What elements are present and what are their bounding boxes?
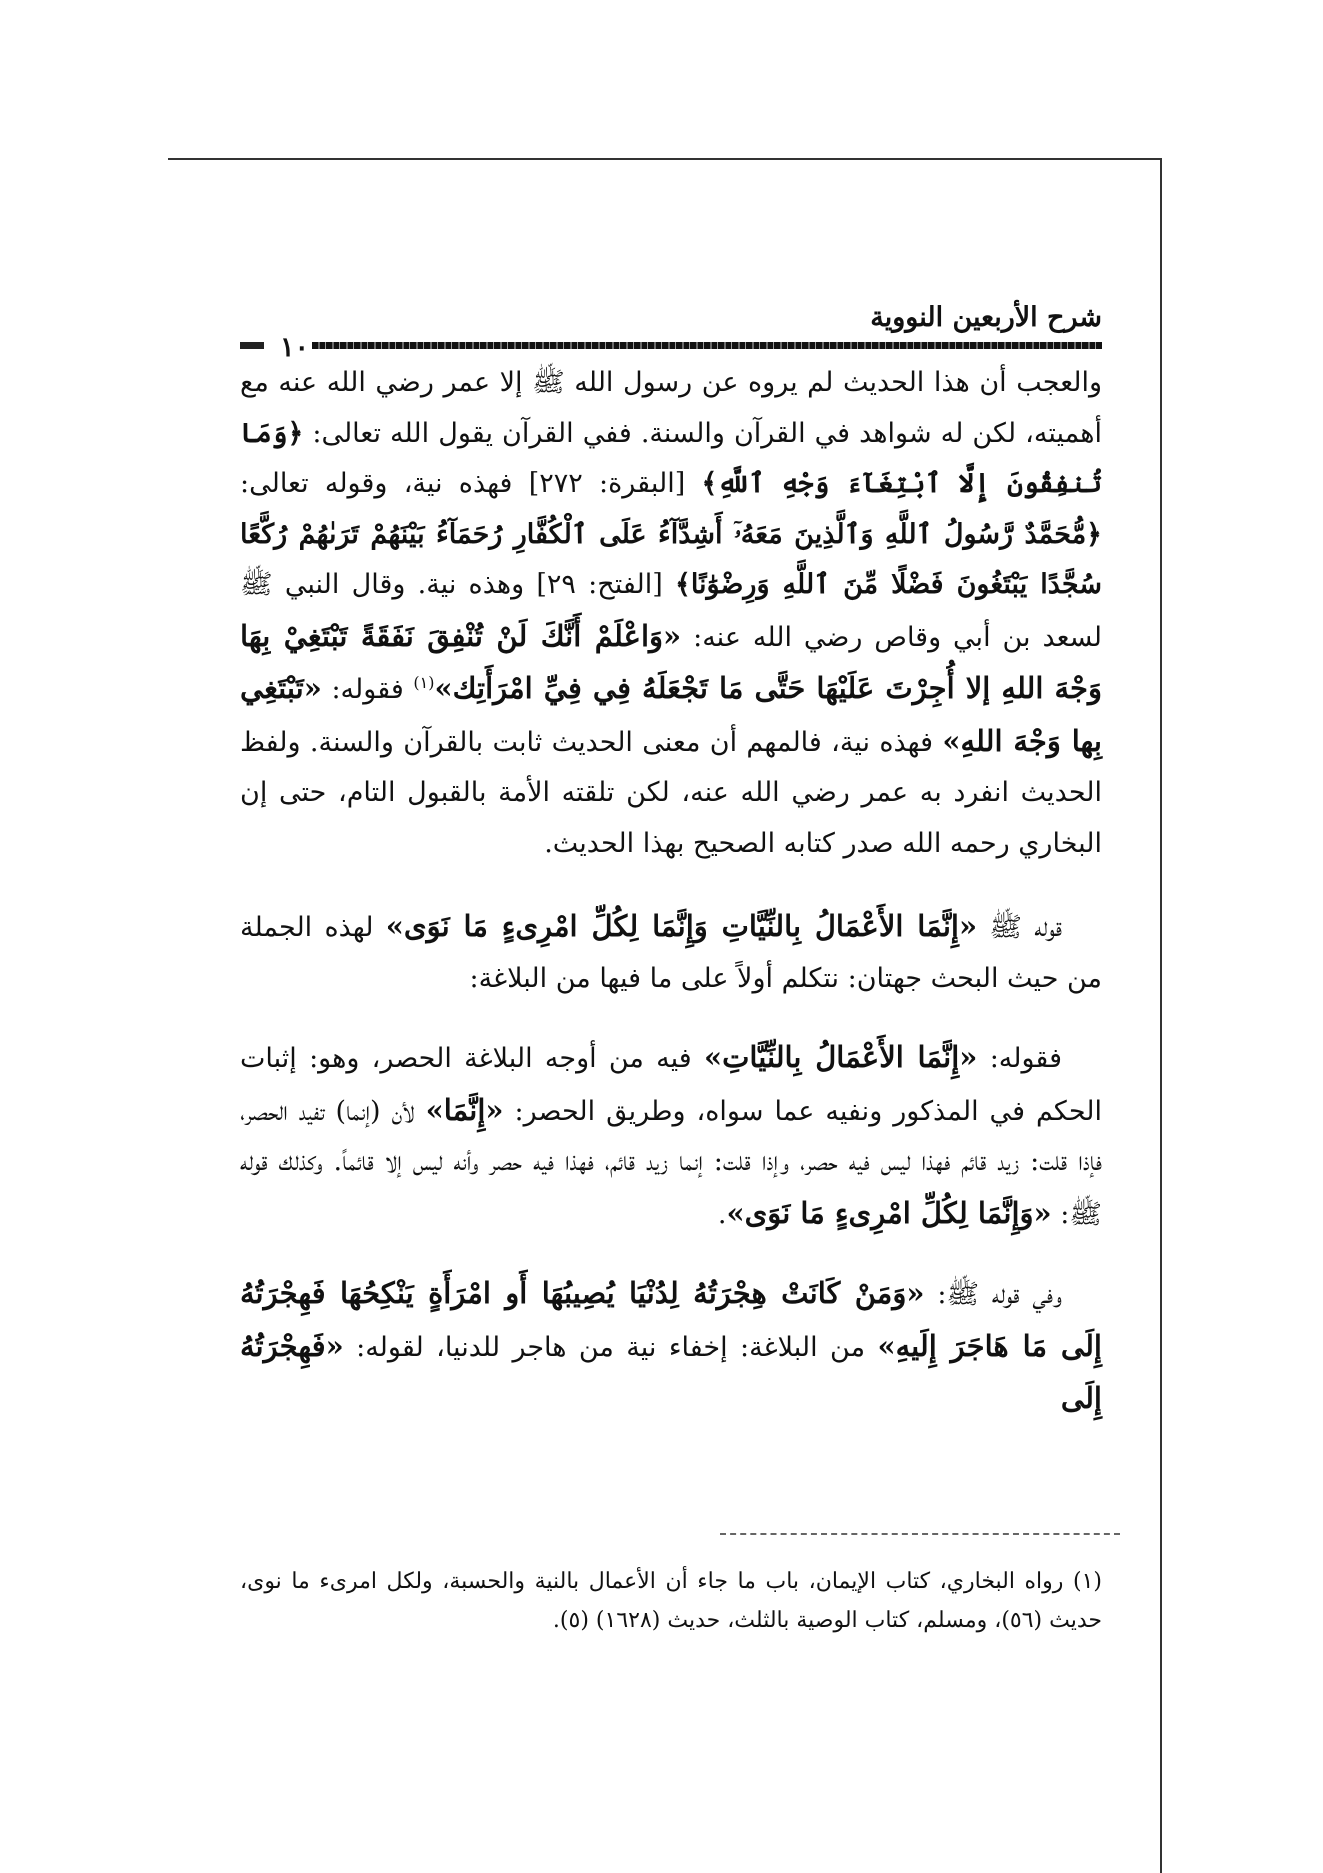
hadith-quote: «وَإِنَّمَا لِكُلِّ امْرِىءٍ مَا نَوَى» — [726, 1195, 1052, 1230]
hadith-quote: «وَمَنْ كَانَتْ هِجْرَتُهُ لِدُنْيَا يُصِيبُهَا أَو امْرَأَةٍ يَنْكِحُهَا فَهِجْرَتُهُ إِلَى مَا هَاجَرَ إِلَيهِ» — [240, 1276, 1102, 1363]
quran-verse: ﴿مُّحَمَّدٌ رَّسُولُ ٱللَّهِ وَٱلَّذِينَ مَعَهُۥٓ أَشِدَّآءُ عَلَى ٱلْكُفَّارِ رُحَمَآءُ بَيْنَهُمْ تَرَىٰهُمْ رُكَّعًا سُجَّدًا يَبْتَغُونَ فَضْلًا مِّنَ ٱللَّهِ وَرِضْوَٰنًا﴾ — [240, 518, 1102, 600]
text-span: من البلاغة: إخفاء نية من هاجر للدنيا، لقوله: — [356, 1331, 866, 1363]
hadith-quote: «فَهِجْرَتُهُ إِلَى — [240, 1328, 1102, 1415]
text-span: لأن (إنما) تفيد الحصر، فإذا قلت: زيد قائم فهذا ليس فيه حصر، وإذا قلت: إنما زيد قائم، فهذا فيه حصر وأنه ليس إلا قائماً. وكذلك قوله ﷺ: — [240, 1095, 1102, 1230]
footnotes — [240, 1562, 1102, 1640]
text-span: [الفتح: ٢٩] وهذه نية. وقال النبي ﷺ لسعد بن أبي وقاص رضي الله عنه: — [240, 569, 1102, 653]
text-span: فقوله: — [989, 1043, 1062, 1074]
running-header — [240, 300, 1102, 363]
text-span: فهذه نية، فالمهم أن معنى الحديث ثابت بالقرآن والسنة. ولفظ الحديث انفرد به عمر رضي الله عنه، لكن تلقته الأمة بالقبول التام، حتى إن البخاري رحمه الله صدر كتابه الصحيح بهذا الحديث. — [240, 726, 1102, 859]
page-frame-right-rule — [1160, 158, 1162, 1873]
text-span: قوله ﷺ — [989, 912, 1062, 943]
main-text — [240, 358, 1102, 1454]
paragraph-1 — [240, 358, 1102, 869]
footnote-1 — [240, 1562, 1102, 1640]
footnote-text: رواه البخاري، كتاب الإيمان، باب ما جاء أن الأعمال بالنية والحسبة، ولكل امرىء ما نوى، حديث (٥٦)، ومسلم، كتاب الوصية بالثلث، حديث (١٦٢٨) (٥). — [240, 1569, 1102, 1633]
hadith-quote: «إِنَّمَا الأَعْمَالُ بِالنِّيَّاتِ» — [703, 1040, 978, 1074]
text-span: وفي قوله ﷺ: — [937, 1279, 1062, 1310]
text-span: فقوله: — [331, 674, 404, 705]
paragraph-4 — [240, 1268, 1102, 1426]
paragraph-2 — [240, 901, 1102, 1004]
text-span: فيه من أوجه البلاغة الحصر، وهو: إثبات الحكم في المذكور ونفيه عما سواه، وطريق الحصر: — [240, 1043, 1102, 1127]
hadith-quote: «إِنَّمَا الأَعْمَالُ بِالنِّيَّاتِ وَإِنَّمَا لِكُلِّ امْرِىءٍ مَا نَوَى» — [385, 909, 978, 943]
running-title: شرح الأربعين النووية — [870, 302, 1102, 333]
footnote-separator — [720, 1533, 1120, 1536]
header-decorative-rule — [312, 342, 1102, 349]
text-span: والعجب أن هذا الحديث لم يروه عن رسول الله ﷺ إلا عمر رضي الله عنه مع أهميته، لكن له شواهد في القرآن والسنة. ففي القرآن يقول الله تعالى: — [240, 367, 1103, 449]
text-span: لهذه الجملة من حيث البحث جهتان: نتكلم أولاً على ما فيها من البلاغة: — [240, 912, 1102, 994]
text-span: . — [717, 1198, 727, 1230]
hadith-quote: «إِنَّمَا» — [425, 1092, 504, 1127]
text-span: [البقرة: ٢٧٢] فهذه نية، وقوله تعالى: — [240, 468, 686, 499]
quran-verse: ﴿وَمَا تُنفِقُونَ إِلَّا ٱبْتِغَآءَ وَجْهِ ٱللَّهِ﴾ — [240, 417, 1103, 499]
page-number: ١٠ — [280, 332, 310, 363]
page-frame-top-rule — [168, 158, 1162, 160]
paragraph-3 — [240, 1032, 1102, 1240]
hadith-quote: «وَاعْلَمْ أَنَّكَ لَنْ تُنْفِقَ نَفَقَةً تَبْتَغِيْ بِهَا وَجْهَ اللهِ إلا أُجِرْتَ عَلَيْهَا حَتَّى مَا تَجْعَلَهُ فِي فِيِّ امْرَأَتِك» — [240, 618, 1102, 705]
header-rule-end-mark — [240, 342, 264, 349]
footnote-number: (١) — [1073, 1569, 1103, 1594]
footnote-reference: (١) — [413, 673, 435, 692]
hadith-quote: «تَبْتَغِي بِها وَجْهَ اللهِ» — [240, 671, 1102, 758]
